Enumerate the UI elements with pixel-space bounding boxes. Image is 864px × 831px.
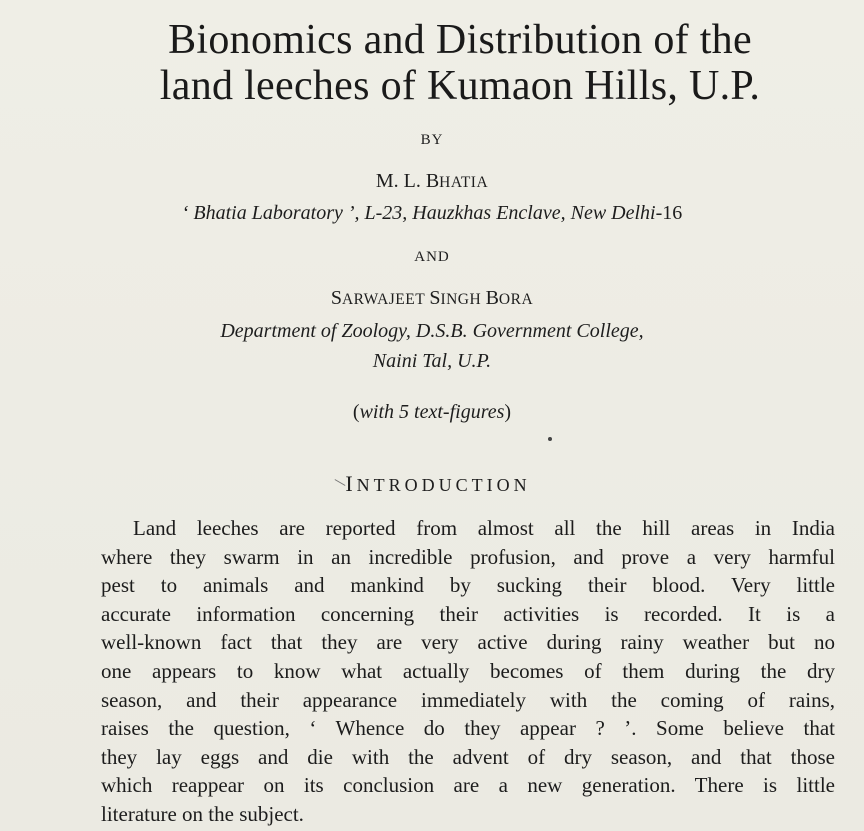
figures-note-text: with 5 text-figures [359,401,505,423]
paragraph-line: well-known fact that they are very active during rainy weather but no [101,630,835,655]
figures-note-open: ( [352,401,360,423]
paper-title-line-2: land leeches of Kumaon Hills, U.P. [159,63,761,109]
figures-note-close: ) [504,401,512,423]
paragraph-line: pest to animals and mankind by sucking their blood. Very little [101,573,835,598]
author-1-initials: M. L. B [375,170,440,192]
conjunction: AND [414,249,450,265]
author-2-last-rest: ORA [498,291,534,308]
byline: BY [420,132,444,148]
author-2-affiliation-line-2: Naini Tal, U.P. [372,350,492,372]
section-heading-rest: NTRODUCTION [356,475,531,495]
author-2-last-cap: B [485,287,499,309]
author-2-first-cap: S [330,287,342,309]
paragraph-line: Land leeches are reported from almost all the hill areas in India [133,516,835,540]
paper-title-line-1: Bionomics and Distribution of the [168,17,752,63]
paragraph-line: raises the question, ‘ Whence do they appear ? ’. Some believe that [101,716,835,741]
paragraph-line: season, and their appearance immediately with the coming of rains, [101,687,835,712]
author-2-first-rest: ARWAJEET [341,291,430,308]
figures-note [0,401,864,424]
section-heading-introduction [6,471,864,497]
paragraph-line: accurate information concerning their activities is recorded. It is a [101,601,835,626]
author-1-name [0,170,864,193]
ink-speck [548,437,552,441]
paragraph-line: they lay eggs and die with the advent of dry season, and that those [101,744,835,769]
introduction-paragraph [101,514,835,829]
author-2-middle-cap: S [429,287,441,309]
author-1-affiliation-number: 16 [662,202,683,224]
paragraph-line: one appears to know what actually becomes of them during the dry [101,658,835,683]
author-1-surname: HATIA [439,174,489,191]
paragraph-line: which reappear on its conclusion are a new generation. There is little [101,773,835,798]
paragraph-line: literature on the subject. [101,801,304,826]
author-1-affiliation [0,202,864,225]
section-heading-cap: I [345,471,357,496]
author-1-affiliation-text: ‘ Bhatia Laboratory ’, L-23, Hauzkhas Enclave, New Delhi- [181,202,663,224]
author-2-affiliation-line-1: Department of Zoology, D.S.B. Government College, [220,320,644,342]
author-2-middle-rest: INGH [440,291,486,308]
paragraph-line: where they swarm in an incredible profusion, and prove a very harmful [101,544,835,569]
author-2-name [0,287,864,310]
